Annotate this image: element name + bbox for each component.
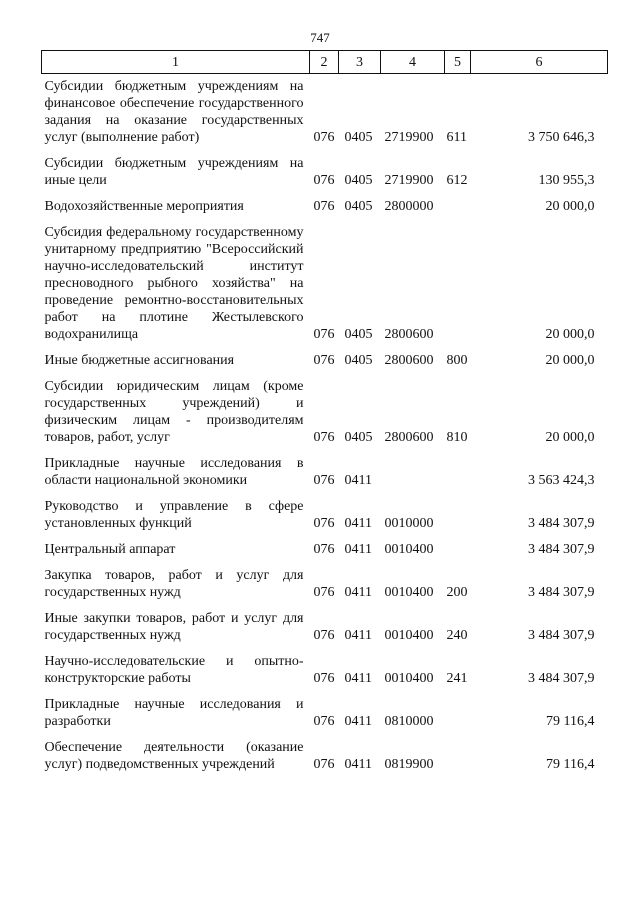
row-expense-type: 611 xyxy=(446,130,467,145)
row-admin-code: 076 xyxy=(313,628,335,643)
row-admin-code: 076 xyxy=(313,199,335,214)
row-name: Руководство и управление в сфере установленных функций xyxy=(44,499,304,531)
row-name: Центральный аппарат xyxy=(44,542,176,557)
header-col-3: 3 xyxy=(339,51,381,74)
row-amount: 20 000,0 xyxy=(545,327,595,342)
row-target-code: 0819900 xyxy=(384,757,434,772)
row-expense-type xyxy=(445,687,471,730)
row-expense-type: 200 xyxy=(446,585,468,600)
table-row xyxy=(42,489,608,532)
row-admin-code: 076 xyxy=(313,714,335,729)
row-target-code: 2800600 xyxy=(384,353,434,368)
header-col-4: 4 xyxy=(381,51,445,74)
row-section-code: 0411 xyxy=(344,628,372,643)
row-section-code: 0411 xyxy=(344,671,372,686)
header-col-1: 1 xyxy=(42,51,310,74)
row-expense-type: 810 xyxy=(446,430,468,445)
table-row xyxy=(42,730,608,773)
row-section-code: 0411 xyxy=(344,714,372,729)
row-expense-type: 612 xyxy=(446,173,468,188)
row-expense-type xyxy=(445,730,471,773)
table-row xyxy=(42,369,608,446)
row-expense-type xyxy=(445,189,471,215)
header-col-6: 6 xyxy=(471,51,608,74)
row-expense-type: 800 xyxy=(446,353,468,368)
row-section-code: 0405 xyxy=(344,173,373,188)
row-amount: 130 955,3 xyxy=(538,173,595,188)
table-row xyxy=(42,532,608,558)
row-amount: 3 484 307,9 xyxy=(528,671,595,686)
row-section-code: 0411 xyxy=(344,516,372,531)
budget-table xyxy=(41,50,608,773)
row-section-code: 0405 xyxy=(344,430,373,445)
row-expense-type xyxy=(445,489,471,532)
row-expense-type: 241 xyxy=(446,671,468,686)
row-name: Прикладные научные исследования в области национальной экономики xyxy=(44,456,304,488)
row-name: Иные бюджетные ассигнования xyxy=(44,353,235,368)
row-expense-type xyxy=(445,446,471,489)
row-admin-code: 076 xyxy=(313,585,335,600)
table-row xyxy=(42,343,608,369)
header-col-2: 2 xyxy=(310,51,339,74)
row-target-code: 0810000 xyxy=(384,714,434,729)
row-amount: 3 750 646,3 xyxy=(528,130,595,145)
row-name: Закупка товаров, работ и услуг для государственных нужд xyxy=(44,568,304,600)
row-name: Иные закупки товаров, работ и услуг для государственных нужд xyxy=(44,611,304,643)
row-admin-code: 076 xyxy=(313,542,335,557)
row-target-code: 2800600 xyxy=(384,327,434,342)
row-name: Прикладные научные исследования и разработки xyxy=(44,697,304,729)
row-target-code xyxy=(381,446,445,489)
table-row xyxy=(42,146,608,189)
row-name: Научно-исследовательские и опытно-конструкторские работы xyxy=(44,654,304,686)
row-admin-code: 076 xyxy=(313,353,335,368)
row-section-code: 0405 xyxy=(344,199,373,214)
row-target-code: 0010000 xyxy=(384,516,434,531)
table-row xyxy=(42,189,608,215)
row-amount: 3 484 307,9 xyxy=(528,516,595,531)
table-row xyxy=(42,687,608,730)
row-section-code: 0405 xyxy=(344,327,373,342)
row-target-code: 2719900 xyxy=(384,130,434,145)
table-row xyxy=(42,601,608,644)
row-admin-code: 076 xyxy=(313,757,335,772)
row-amount: 3 563 424,3 xyxy=(528,473,595,488)
row-name: Субсидия федеральному государственному унитарному предприятию "Всероссийский научно-исследовательский институт пресноводного рыбного хозяйства" на проведение ремонтно-восстановительных работ на плотине Жестылевского водохранилища xyxy=(44,225,304,342)
row-amount: 79 116,4 xyxy=(546,714,595,729)
table-row xyxy=(42,446,608,489)
row-target-code: 0010400 xyxy=(384,671,434,686)
row-name: Субсидии бюджетным учреждениям на иные цели xyxy=(44,156,304,188)
row-admin-code: 076 xyxy=(313,430,335,445)
header-col-5: 5 xyxy=(445,51,471,74)
table-row xyxy=(42,74,608,147)
table-body xyxy=(42,74,608,774)
page-number: 747 xyxy=(310,30,330,45)
row-amount: 20 000,0 xyxy=(545,199,595,214)
row-expense-type xyxy=(445,532,471,558)
row-admin-code: 076 xyxy=(313,327,335,342)
row-amount: 79 116,4 xyxy=(546,757,595,772)
row-expense-type xyxy=(445,215,471,343)
row-target-code: 2800000 xyxy=(384,199,434,214)
row-name: Обеспечение деятельности (оказание услуг) подведомственных учреждений xyxy=(44,740,304,772)
row-amount: 20 000,0 xyxy=(545,353,595,368)
row-admin-code: 076 xyxy=(313,516,335,531)
row-section-code: 0411 xyxy=(344,542,372,557)
row-amount: 20 000,0 xyxy=(545,430,595,445)
table-row xyxy=(42,558,608,601)
row-target-code: 2800600 xyxy=(384,430,434,445)
row-amount: 3 484 307,9 xyxy=(528,628,595,643)
row-name: Водохозяйственные мероприятия xyxy=(44,199,244,214)
row-target-code: 2719900 xyxy=(384,173,434,188)
row-admin-code: 076 xyxy=(313,130,335,145)
row-section-code: 0405 xyxy=(344,130,373,145)
row-target-code: 0010400 xyxy=(384,542,434,557)
table-row xyxy=(42,644,608,687)
row-admin-code: 076 xyxy=(313,473,335,488)
row-expense-type: 240 xyxy=(446,628,468,643)
row-name: Субсидии бюджетным учреждениям на финансовое обеспечение государственного задания на оказание государственных услуг (выполнение работ) xyxy=(44,79,304,145)
row-target-code: 0010400 xyxy=(384,628,434,643)
row-amount: 3 484 307,9 xyxy=(528,542,595,557)
table-row xyxy=(42,215,608,343)
row-admin-code: 076 xyxy=(313,671,335,686)
row-target-code: 0010400 xyxy=(384,585,434,600)
row-admin-code: 076 xyxy=(313,173,335,188)
row-name: Субсидии юридическим лицам (кроме государственных учреждений) и физическим лицам - производителям товаров, работ, услуг xyxy=(44,379,304,445)
table-header-row xyxy=(42,51,608,74)
row-section-code: 0411 xyxy=(344,585,372,600)
row-section-code: 0411 xyxy=(344,473,372,488)
row-amount: 3 484 307,9 xyxy=(528,585,595,600)
row-section-code: 0411 xyxy=(344,757,372,772)
row-section-code: 0405 xyxy=(344,353,373,368)
